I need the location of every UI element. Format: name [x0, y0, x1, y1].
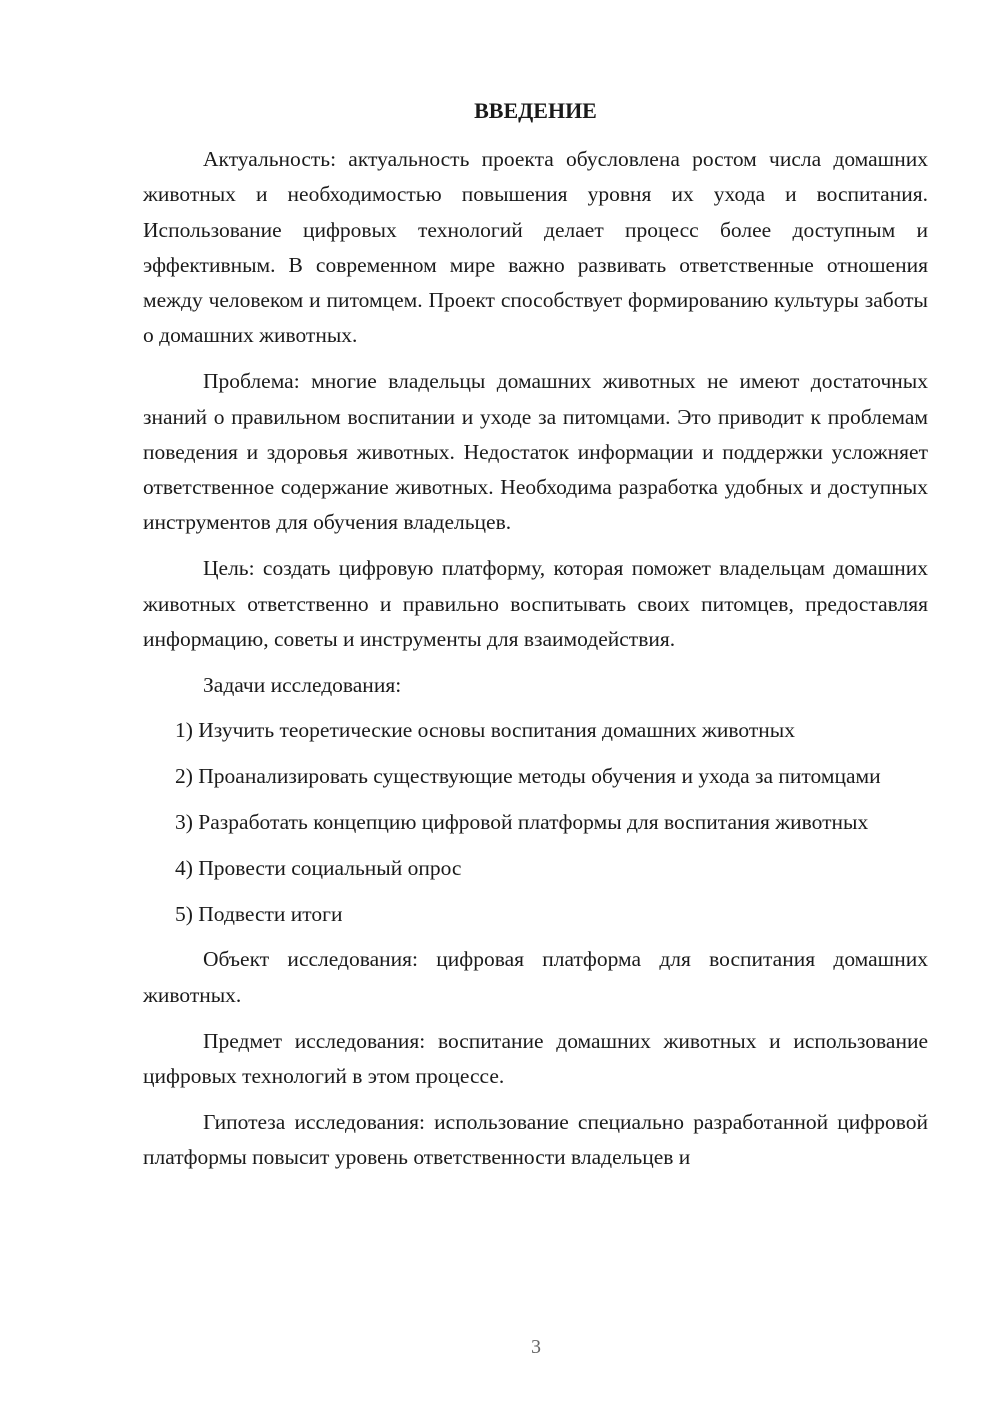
paragraph-object: Объект исследования: цифровая платформа для воспитания домашних животных. — [143, 947, 928, 1007]
page-number: 3 — [531, 1336, 541, 1358]
paragraph-problem: Проблема: многие владельцы домашних животных не имеют достаточных знаний о правильном воспитании и уходе за питомцами. Это приводит к проблемам поведения и здоровья животных. Недостаток информации и поддержки усложняет ответственное содержание животных. Необходима разработка удобных и доступных инструментов для обучения владельцев. — [143, 369, 928, 535]
document-body — [143, 142, 928, 1175]
paragraph-subject: Предмет исследования: воспитание домашних животных и использование цифровых технологий в этом процессе. — [143, 1028, 928, 1088]
task-item: 3) Разработать концепцию цифровой платформы для воспитания животных — [175, 810, 869, 835]
paragraph-goal: Цель: создать цифровую платформу, которая поможет владельцам домашних животных ответственно и правильно воспитывать своих питомцев, предоставляя информацию, советы и инструменты для взаимодействия. — [143, 556, 928, 651]
task-item: 4) Провести социальный опрос — [175, 855, 462, 880]
task-item: 2) Проанализировать существующие методы обучения и ухода за питомцами — [175, 764, 881, 789]
paragraph-relevance: Актуальность: актуальность проекта обусловлена ростом числа домашних животных и необходимостью повышения уровня их ухода и воспитания. Использование цифровых технологий делает процесс более доступным и эффективным. В современном мире важно развивать ответственные отношения между человеком и питомцем. Проект способствует формированию культуры заботы о домашних животных. — [143, 147, 928, 348]
task-item: 5) Подвести итоги — [175, 901, 343, 926]
paragraph-hypothesis: Гипотеза исследования: использование специально разработанной цифровой платформы повысит уровень ответственности владельцев и — [143, 1109, 928, 1169]
paragraph-tasks-intro: Задачи исследования: — [203, 672, 402, 697]
section-heading: ВВЕДЕНИЕ — [474, 98, 597, 123]
task-item: 1) Изучить теоретические основы воспитания домашних животных — [175, 718, 795, 743]
